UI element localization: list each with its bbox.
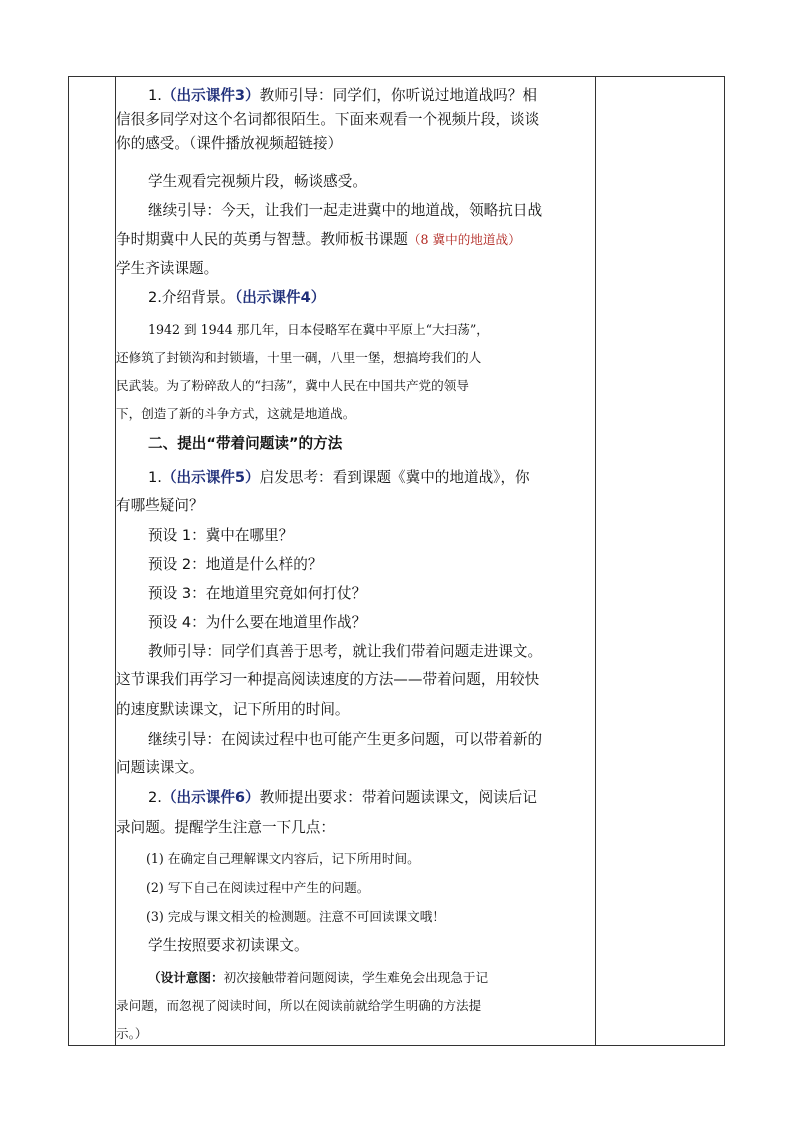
paragraph-line: 有哪些疑问？ bbox=[116, 497, 204, 514]
paragraph-line: 的速度默读课文，记下所用的时间。 bbox=[116, 701, 350, 718]
paragraph-line: 问题读课文。 bbox=[116, 759, 204, 776]
background-text: 下，创造了新的斗争方式，这就是地道战。 bbox=[116, 406, 356, 421]
design-intent: 示。） bbox=[116, 1026, 148, 1041]
requirement-item: (3) 完成与课文相关的检测题。注意不可回读课文哦！ bbox=[146, 909, 445, 924]
background-text: 1942 到 1944 那几年，日本侵略军在冀中平原上“大扫荡”， bbox=[148, 322, 489, 337]
paragraph-line: 这节课我们再学习一种提高阅读速度的方法——带着问题，用较快 bbox=[116, 671, 540, 688]
background-text: 还修筑了封锁沟和封锁墙，十里一碉，八里一堡，想搞垮我们的人 bbox=[116, 350, 482, 365]
paragraph-line: 学生按照要求初读课文。 bbox=[148, 937, 309, 954]
paragraph-line: 继续引导：今天，让我们一起走进冀中的地道战，领略抗日战 bbox=[148, 202, 543, 219]
paragraph-line: 学生观看完视频片段，畅谈感受。 bbox=[148, 173, 367, 190]
requirement-item: (2) 写下自己在阅读过程中产生的问题。 bbox=[146, 880, 370, 895]
column-divider-right bbox=[595, 77, 596, 1045]
paragraph-line: 预设 3：在地道里究竟如何打仗？ bbox=[148, 585, 367, 602]
paragraph-line: 2.介绍背景。（出示课件4） bbox=[148, 289, 326, 306]
column-divider-left bbox=[115, 77, 116, 1045]
paragraph-line: 1.（出示课件3）教师引导：同学们，你听说过地道战吗？相 bbox=[148, 87, 537, 104]
design-intent: 录问题，而忽视了阅读时间，所以在阅读前就给学生明确的方法提 bbox=[116, 998, 482, 1013]
paragraph-line: 信很多同学对这个名词都很陌生。下面来观看一个视频片段，谈谈 bbox=[116, 111, 540, 128]
paragraph-line: 预设 1：冀中在哪里？ bbox=[148, 527, 294, 544]
requirement-item: (1) 在确定自己理解课文内容后，记下所用时间。 bbox=[146, 851, 420, 866]
paragraph-line: 预设 2：地道是什么样的？ bbox=[148, 556, 323, 573]
paragraph-line: 教师引导：同学们真善于思考，就让我们带着问题走进课文。 bbox=[148, 643, 543, 660]
background-text: 民武装。为了粉碎敌人的“扫荡”，冀中人民在中国共产党的领导 bbox=[116, 378, 469, 393]
section-heading: 二、提出“带着问题读”的方法 bbox=[148, 435, 343, 452]
paragraph-line: 1.（出示课件5）启发思考：看到课题《冀中的地道战》，你 bbox=[148, 469, 530, 486]
paragraph-line: 学生齐读课题。 bbox=[116, 260, 219, 277]
paragraph-line: 争时期冀中人民的英勇与智慧。教师板书课题（8 冀中的地道战） bbox=[116, 231, 521, 248]
paragraph-line: 预设 4：为什么要在地道里作战？ bbox=[148, 614, 367, 631]
paragraph-line: 继续引导：在阅读过程中也可能产生更多问题，可以带着新的 bbox=[148, 731, 543, 748]
paragraph-line: 2.（出示课件6）教师提出要求：带着问题读课文，阅读后记 bbox=[148, 789, 537, 806]
design-intent: （设计意图：初次接触带着问题阅读，学生难免会出现急于记 bbox=[148, 970, 489, 985]
paragraph-line: 你的感受。（课件播放视频超链接） bbox=[116, 135, 343, 152]
paragraph-line: 录问题。提醒学生注意一下几点： bbox=[116, 819, 335, 836]
